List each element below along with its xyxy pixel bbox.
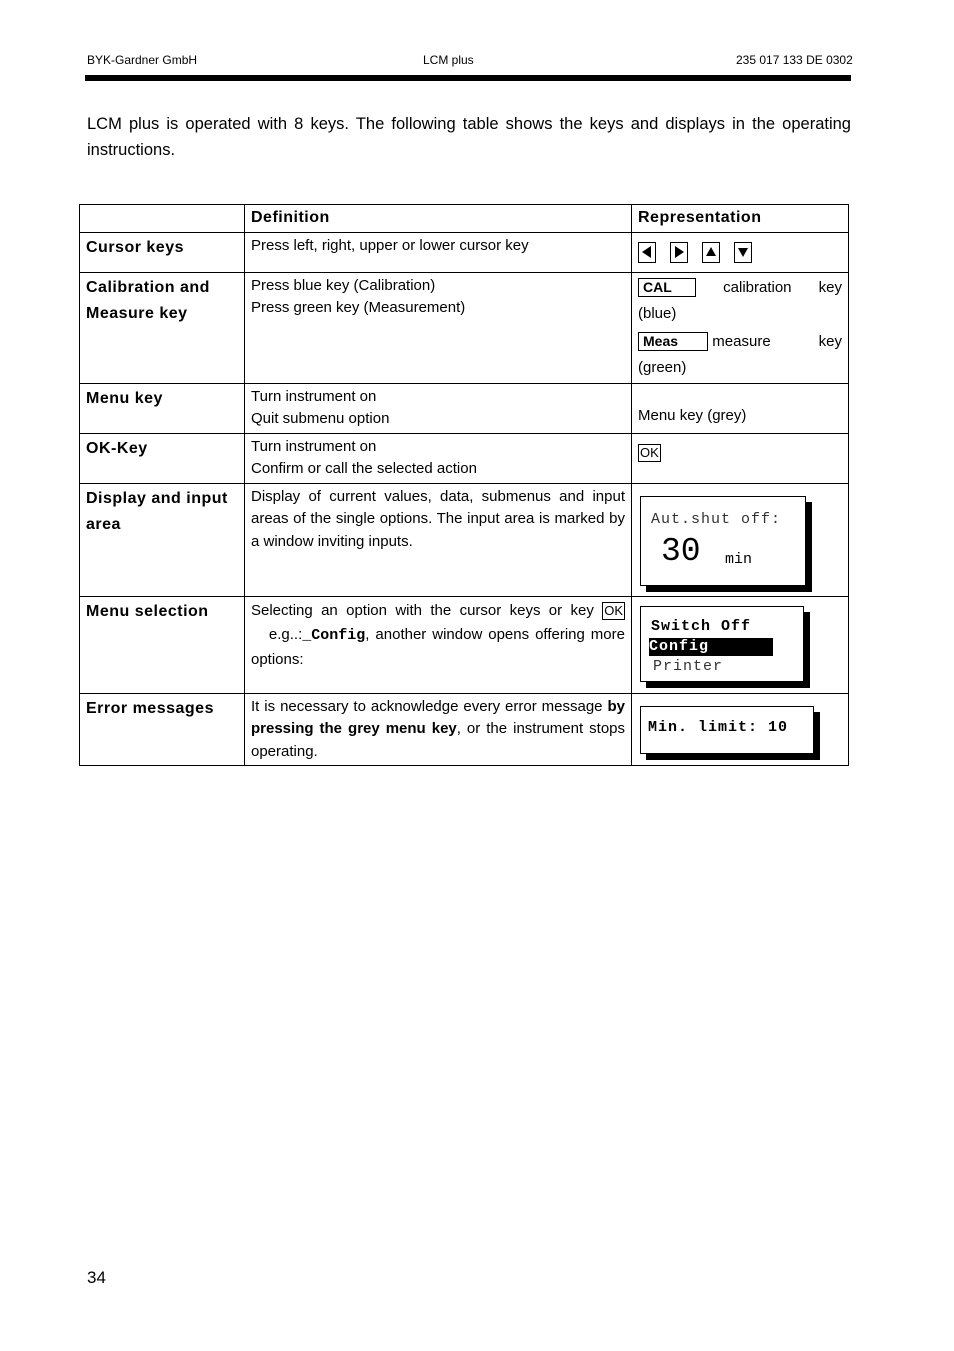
ok-key-label-inline: OK [604,602,623,618]
meas-key-text: measure [712,332,771,350]
row-name-selection: Menu selection [80,596,245,693]
lcd-line1: Aut.shut off: [651,510,782,528]
row-name-menu: Menu key [80,383,245,433]
header-cell-empty [80,205,245,233]
lcd-error-area [640,706,820,760]
lcd-display-area [640,496,812,592]
row-rep-selection [632,596,849,693]
meas-key-line [638,329,842,355]
lcd-value: 30 [661,532,701,570]
meas-key-color: (green) [638,358,687,376]
lcd-error-screen [640,706,814,754]
row-def-selection-part2: e.g..: [268,625,303,643]
row-def-calibration [245,272,632,383]
row-name-ok: OK-Key [80,433,245,483]
row-rep-ok [632,433,849,483]
row-def-calibration-line2: Press green key (Measurement) [251,299,466,316]
meas-key-label: Meas [638,332,708,351]
row-def-error-bold: by pressing the grey menu key [251,697,625,737]
lcd-menu-area [640,606,810,688]
lcd-menu-item-config-selected: Config [649,638,773,656]
row-rep-calibration [632,272,849,383]
page-number: 34 [87,1268,106,1287]
lcd-menu-item-switch-off: Switch Off [651,617,752,635]
row-def-error-part1: It is necessary to acknowledge every error message [251,697,608,715]
lcd-menu-item-printer: Printer [653,657,724,675]
table-row [80,596,849,693]
row-name-display: Display and input area [80,483,245,596]
row-def-selection-code: _Config [302,626,366,644]
row-name-error: Error messages [80,693,245,766]
cal-key-word: key [818,278,842,296]
row-def-cursor: Press left, right, upper or lower cursor key [245,232,632,272]
keys-table [79,204,849,766]
table-header-row [80,205,849,233]
row-def-display: Display of current values, data, submenus and input areas of the single options. The input area is marked by a window inviting inputs. [245,483,632,596]
meas-key-word: key [818,332,842,350]
lcd-menu-screen [640,606,804,682]
arrow-up-icon [702,242,720,263]
row-rep-error [632,693,849,766]
row-rep-menu: Menu key (grey) [632,383,849,433]
cal-key-color: (blue) [638,304,677,322]
lcd-error-text: Min. limit: 10 [648,718,789,736]
table-row [80,433,849,483]
header-product: LCM plus [423,53,474,67]
row-def-ok-line2: Confirm or call the selected action [251,460,477,477]
lcd-screen [640,496,806,586]
row-def-error-part2: , or the instrument stops operating. [251,720,625,760]
cal-key-line [638,275,842,301]
row-def-selection-part1: Selecting an option with the cursor keys or key [251,601,594,619]
header-cell-representation: Representation [632,205,849,233]
row-def-calibration-line1: Press blue key (Calibration) [251,276,436,294]
header-company: BYK-Gardner GmbH [87,53,198,67]
row-name-cursor: Cursor keys [80,232,245,272]
row-name-calibration-line1: Calibration and [86,278,210,296]
row-name-calibration-line2: Measure key [86,304,188,322]
lcd-unit: min [725,550,753,568]
intro-paragraph: LCM plus is operated with 8 keys. The following table shows the keys and displays in the operating instructions. [87,115,851,159]
arrow-right-icon [670,242,688,263]
row-def-menu [245,383,632,433]
row-def-menu-line1: Turn instrument on [251,387,377,405]
header-doc-number: 235 017 133 DE 0302 [736,53,853,67]
cal-key-text: calibration [723,278,792,296]
row-def-error [245,693,632,766]
row-def-menu-line2: Quit submenu option [251,410,390,427]
table-row [80,272,849,383]
table-row [80,383,849,433]
header-cell-definition: Definition [245,205,632,233]
row-def-selection [245,596,632,693]
ok-key-label: OK [640,444,659,460]
arrow-down-icon [734,242,752,263]
table-row [80,693,849,766]
arrow-left-icon [638,242,656,263]
row-name-calibration [80,272,245,383]
table-row [80,483,849,596]
row-def-ok [245,433,632,483]
cal-key-label: CAL [638,278,696,297]
header-rule [85,75,851,81]
table-row [80,232,849,272]
row-def-selection-part3: , another window opens offering more options: [251,625,625,668]
row-rep-display [632,483,849,596]
row-rep-cursor [632,232,849,272]
row-def-ok-line1: Turn instrument on [251,437,377,455]
